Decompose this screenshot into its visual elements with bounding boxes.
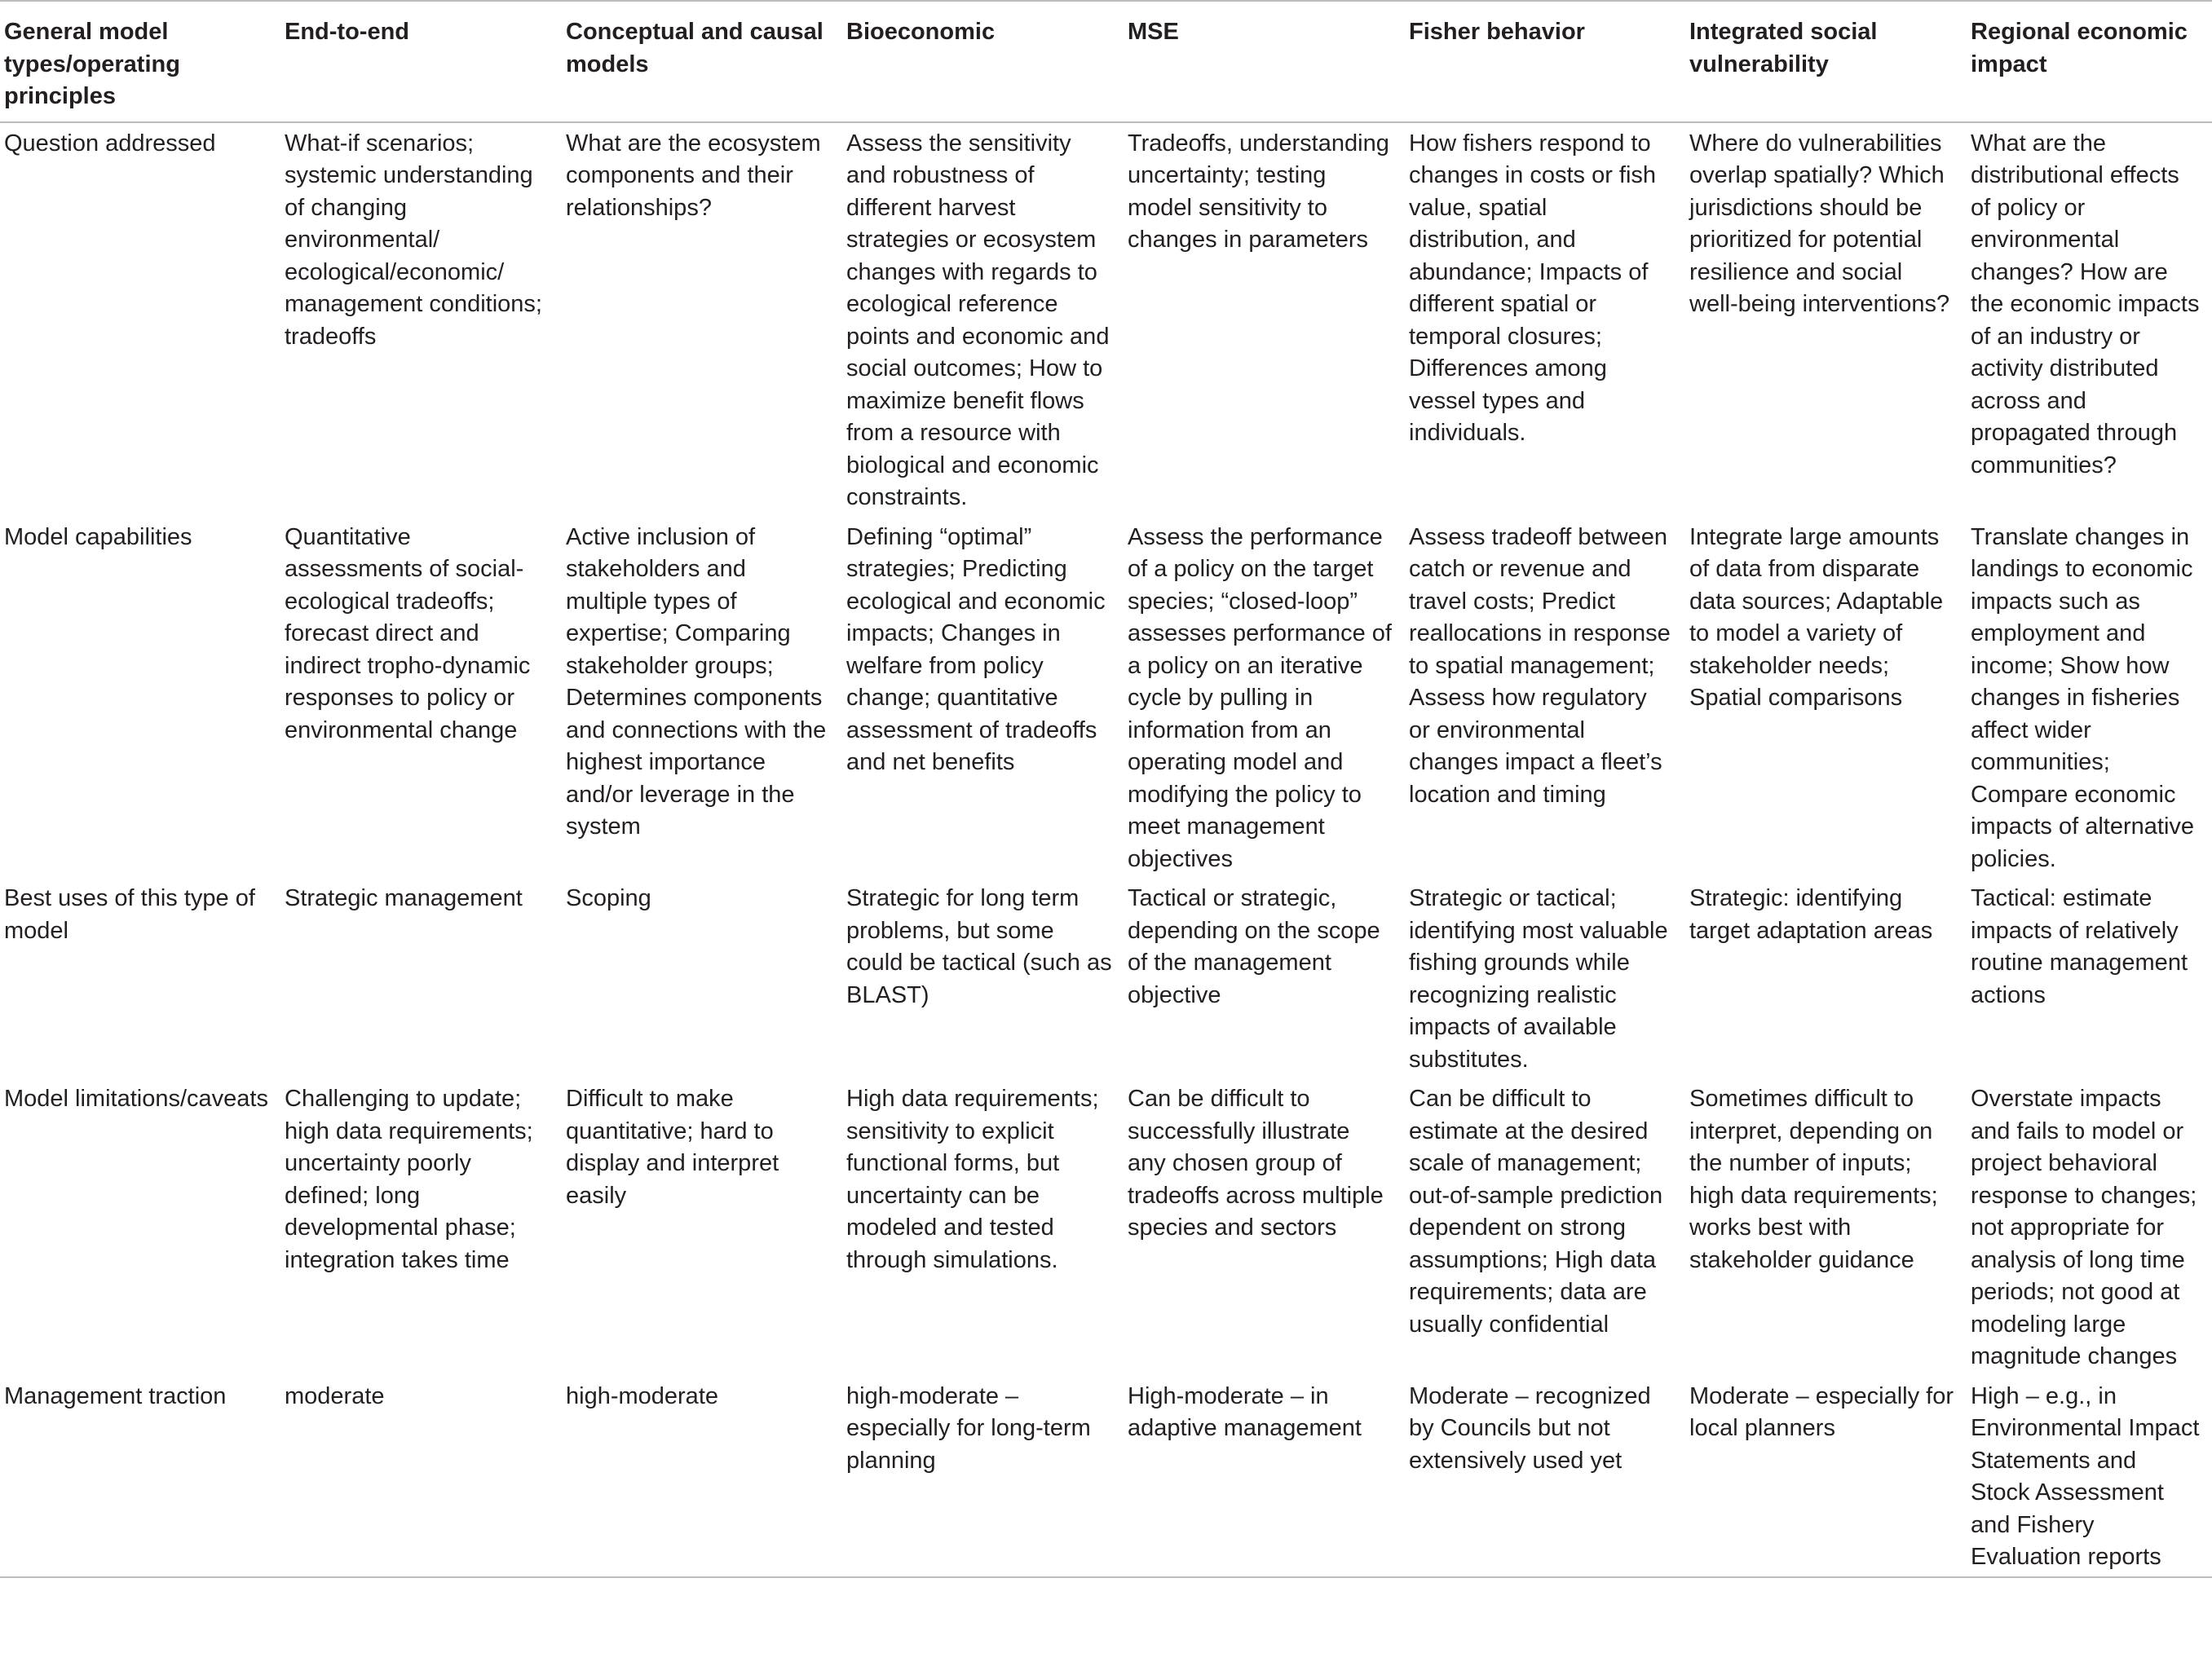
row-label: Model limitations/caveats (4, 1086, 268, 1112)
table-row-model-limitations (0, 1078, 2212, 1376)
table-cell: Strategic for long term problems, but some could be tactical (such as BLAST) (846, 885, 1112, 1008)
table-cell: Assess the performance of a policy on the target species; “closed-loop” assesses performance of a policy on an iterative cycle by pulling in information from an operating model and modifying the policy to meet management objectives (1128, 523, 1392, 872)
table-cell: Scoping (566, 885, 651, 911)
table-row-management-traction (0, 1376, 2212, 1577)
table-cell: moderate (285, 1382, 385, 1409)
table-cell: Tradeoffs, understanding uncertainty; testing model sensitivity to changes in parameters (1128, 130, 1389, 253)
row-label: Management traction (4, 1382, 227, 1409)
table-cell: Assess tradeoff between catch or revenue and travel costs; Predict reallocations in response to spatial management; Assess how regulatory or environmental changes impact a fleet’s location and timing (1409, 523, 1671, 808)
table-cell: Tactical: estimate impacts of relatively routine management actions (1971, 885, 2188, 1008)
table-body (0, 122, 2212, 1577)
table-cell: Difficult to make quantitative; hard to display and interpret easily (566, 1086, 779, 1209)
table-cell: Integrate large amounts of data from disparate data sources; Adaptable to model a variety of stakeholder needs; Spatial comparisons (1689, 523, 1944, 711)
table-cell: What are the ecosystem components and their relationships? (566, 130, 821, 221)
table-cell: Translate changes in landings to economic impacts such as employment and income; Show how changes in fisheries affect wider communities; Compare economic impacts of alternative policies. (1971, 523, 2195, 872)
table-header (0, 1, 2212, 122)
header-end-to-end: End-to-end (285, 19, 410, 45)
header-fisher-behavior: Fisher behavior (1409, 19, 1585, 45)
table-cell: Moderate – recognized by Councils but not extensively used yet (1409, 1382, 1651, 1474)
row-label: Question addressed (4, 130, 216, 157)
table-cell: Can be difficult to estimate at the desired scale of management; out-of-sample prediction dependent on strong assumptions; High data requirements; data are usually confidential (1409, 1086, 1663, 1338)
header-conceptual-causal: Conceptual and causal models (566, 19, 823, 77)
table-cell: High – e.g., in Environmental Impact Statements and Stock Assessment and Fishery Evaluation reports (1971, 1382, 2200, 1570)
table-cell: Strategic or tactical; identifying most valuable fishing grounds while recognizing realistic impacts of available substitutes. (1409, 885, 1668, 1073)
row-label: Best uses of this type of model (4, 885, 255, 944)
header-integrated-social-vulnerability: Integrated social vulnerability (1689, 19, 1878, 77)
table-cell: Overstate impacts and fails to model or project behavioral response to changes; not appropriate for analysis of long time periods; not good at modeling large magnitude changes (1971, 1086, 2197, 1369)
table-cell: Where do vulnerabilities overlap spatially? Which jurisdictions should be prioritized for potential resilience and social well-being interventions? (1689, 130, 1950, 317)
table-cell: Strategic: identifying target adaptation areas (1689, 885, 1933, 944)
header-mse: MSE (1128, 19, 1179, 45)
table-cell: Assess the sensitivity and robustness of different harvest strategies or ecosystem changes with regards to ecological reference points and economic and social outcomes; How to maximize benefit flows from a resource with biological and economic constraints. (846, 130, 1110, 510)
table-cell: What-if scenarios; systemic understanding of changing environmental/ ecological/economic/ management conditions; tradeoffs (285, 130, 542, 350)
table-cell: high-moderate – especially for long-term planning (846, 1382, 1091, 1474)
table-cell: Challenging to update; high data requirements; uncertainty poorly defined; long developmental phase; integration takes time (285, 1086, 533, 1273)
header-bioeconomic: Bioeconomic (846, 19, 996, 45)
row-label: Model capabilities (4, 523, 192, 550)
table-cell: Strategic management (285, 885, 523, 911)
table-cell: What are the distributional effects of policy or environmental changes? How are the economic impacts of an industry or activity distributed across and propagated through communities? (1971, 130, 2200, 478)
table-cell: Quantitative assessments of social-ecological tradeoffs; forecast direct and indirect tropho-dynamic responses to policy or environmental change (285, 523, 531, 743)
header-general-model-types: General model types/operating principles (4, 19, 180, 109)
table-cell: Moderate – especially for local planners (1689, 1382, 1954, 1441)
table-cell: Tactical or strategic, depending on the scope of the management objective (1128, 885, 1380, 1008)
header-regional-economic-impact: Regional economic impact (1971, 19, 2188, 77)
table-cell: High data requirements; sensitivity to explicit functional forms, but uncertainty can be modeled and tested through simulations. (846, 1086, 1099, 1273)
table-row-model-capabilities (0, 517, 2212, 879)
table-cell: Defining “optimal” strategies; Predicting ecological and economic impacts; Changes in welfare from policy change; quantitative assessment of tradeoffs and net benefits (846, 523, 1106, 775)
header-row (0, 1, 2212, 122)
table-row-best-uses (0, 878, 2212, 1078)
table-cell: High-moderate – in adaptive management (1128, 1382, 1362, 1441)
table-cell: high-moderate (566, 1382, 718, 1409)
table-cell: Can be difficult to successfully illustrate any chosen group of tradeoffs across multiple species and sectors (1128, 1086, 1384, 1241)
table-cell: How fishers respond to changes in costs or fish value, spatial distribution, and abundance; Impacts of different spatial or temporal closures; Differences among vessel types and individuals. (1409, 130, 1657, 446)
table-row-question-addressed (0, 122, 2212, 517)
table-cell: Active inclusion of stakeholders and multiple types of expertise; Comparing stakeholder groups; Determines components and connections with the highest importance and/or leverage in the system (566, 523, 827, 840)
table-cell: Sometimes difficult to interpret, depending on the number of inputs; high data requirements; works best with stakeholder guidance (1689, 1086, 1938, 1273)
